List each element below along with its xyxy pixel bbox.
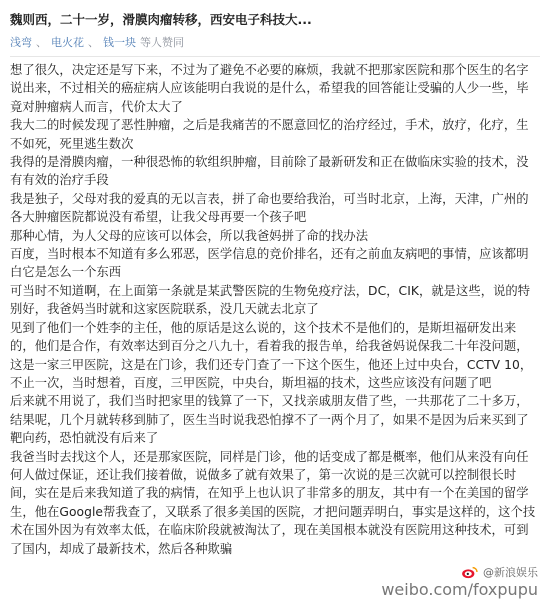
voter-link-3[interactable]: 钱一块 bbox=[103, 36, 136, 49]
voters-suffix: 等人赞同 bbox=[140, 36, 184, 49]
watermark-handle: @新浪娱乐 bbox=[483, 566, 538, 579]
paragraph: 我爸当时去找这个人，还是那家医院，同样是门诊，他的话变成了都是概率，他们从来没有向任何人做过保证，还让我们接着做，说做多了就有效果了，第一次说的是三次就可以控制很长时间，实在是后来我知道了我的病情，在知乎上也认识了非常多的朋友，其中有一个在美国的留学生，他在Google帮我查了，又联系了很多美国的医院，才把问题弄明白，事实是这样的，这个技术在国外因为有效率太低，在临床阶段就被淘汰了，现在美国根本就没有医院用这种技术，可到了国内，却成了最新技术，然后各种欺骗 bbox=[10, 449, 536, 556]
paragraph: 想了很久，决定还是写下来，不过为了避免不必要的麻烦，我就不把那家医院和那个医生的名字说出来，不过相关的癌症病人应该能明白我说的是什么，希望我的回答能让受骗的人少一些，毕竟对肿瘤病人而言，代价太大了 bbox=[10, 63, 529, 114]
paragraph: 后来就不用说了，我们当时把家里的钱算了一下，又找亲戚朋友借了些，一共那花了二十多万，结果呢，几个月就转移到肺了，医生当时说我恐怕撑不了一两个月了，如果不是因为后来买到了靶向药，恐怕就没有后来了 bbox=[10, 394, 529, 446]
paragraph: 百度，当时根本不知道有多么邪恶，医学信息的竞价排名，还有之前血友病吧的事情，应该都明白它是怎么一个东西 bbox=[10, 247, 529, 280]
voter-link-1[interactable]: 浅弯 bbox=[10, 36, 32, 49]
paragraph: 可当时不知道啊，在上面第一条就是某武警医院的生物免疫疗法，DC，CIK，就是这些，说的特别好，我爸妈当时就和这家医院联系，没几天就去北京了 bbox=[10, 283, 531, 317]
watermark-url: weibo.com/foxpupu bbox=[381, 580, 538, 599]
paragraph: 那种心情，为人父母的应该可以体会，所以我爸妈拼了命的找办法 bbox=[10, 228, 369, 243]
voter-separator: 、 bbox=[88, 36, 99, 49]
weibo-watermark bbox=[377, 562, 542, 601]
paragraph: 见到了他们一个姓李的主任，他的原话是这么说的，这个技术不是他们的，是斯坦福研发出来的，他们是合作，有效率达到百分之八九十，看着我的报告单，给我爸妈说保我二十年没问题，这是一家三甲医院，这是在门诊，我们还专门查了一下这个医生，他还上过中央台，CCTV 10，不止一次，当时想着，百度，三甲医院，中央台，斯坦福的技术，这些应该没有问题了吧 bbox=[10, 320, 533, 390]
paragraph: 我大二的时候发现了恶性肿瘤，之后是我痛苦的不愿意回忆的治疗经过，手术，放疗，化疗，生不如死，死里逃生数次 bbox=[10, 118, 529, 151]
paragraph: 我得的是滑膜肉瘤，一种很恐怖的软组织肿瘤，目前除了最新研发和正在做临床实验的技术，没有有效的治疗手段 bbox=[10, 155, 529, 188]
voters-line bbox=[10, 34, 540, 50]
voter-separator: 、 bbox=[36, 36, 47, 49]
post-body bbox=[10, 57, 540, 558]
post-header bbox=[10, 10, 540, 57]
weibo-logo-icon bbox=[461, 565, 479, 579]
paragraph: 我是独子，父母对我的爱真的无以言表，拼了命也要给我治，可当时北京，上海，天津，广州的各大肿瘤医院都说没有希望，让我父母再要一个孩子吧 bbox=[10, 191, 529, 225]
watermark-stack bbox=[381, 564, 538, 599]
voter-link-2[interactable]: 电火花 bbox=[51, 36, 84, 49]
watermark-handle-row bbox=[461, 564, 538, 580]
post-title[interactable]: 魏则西，二十一岁，滑膜肉瘤转移，西安电子科技大... bbox=[10, 12, 312, 27]
